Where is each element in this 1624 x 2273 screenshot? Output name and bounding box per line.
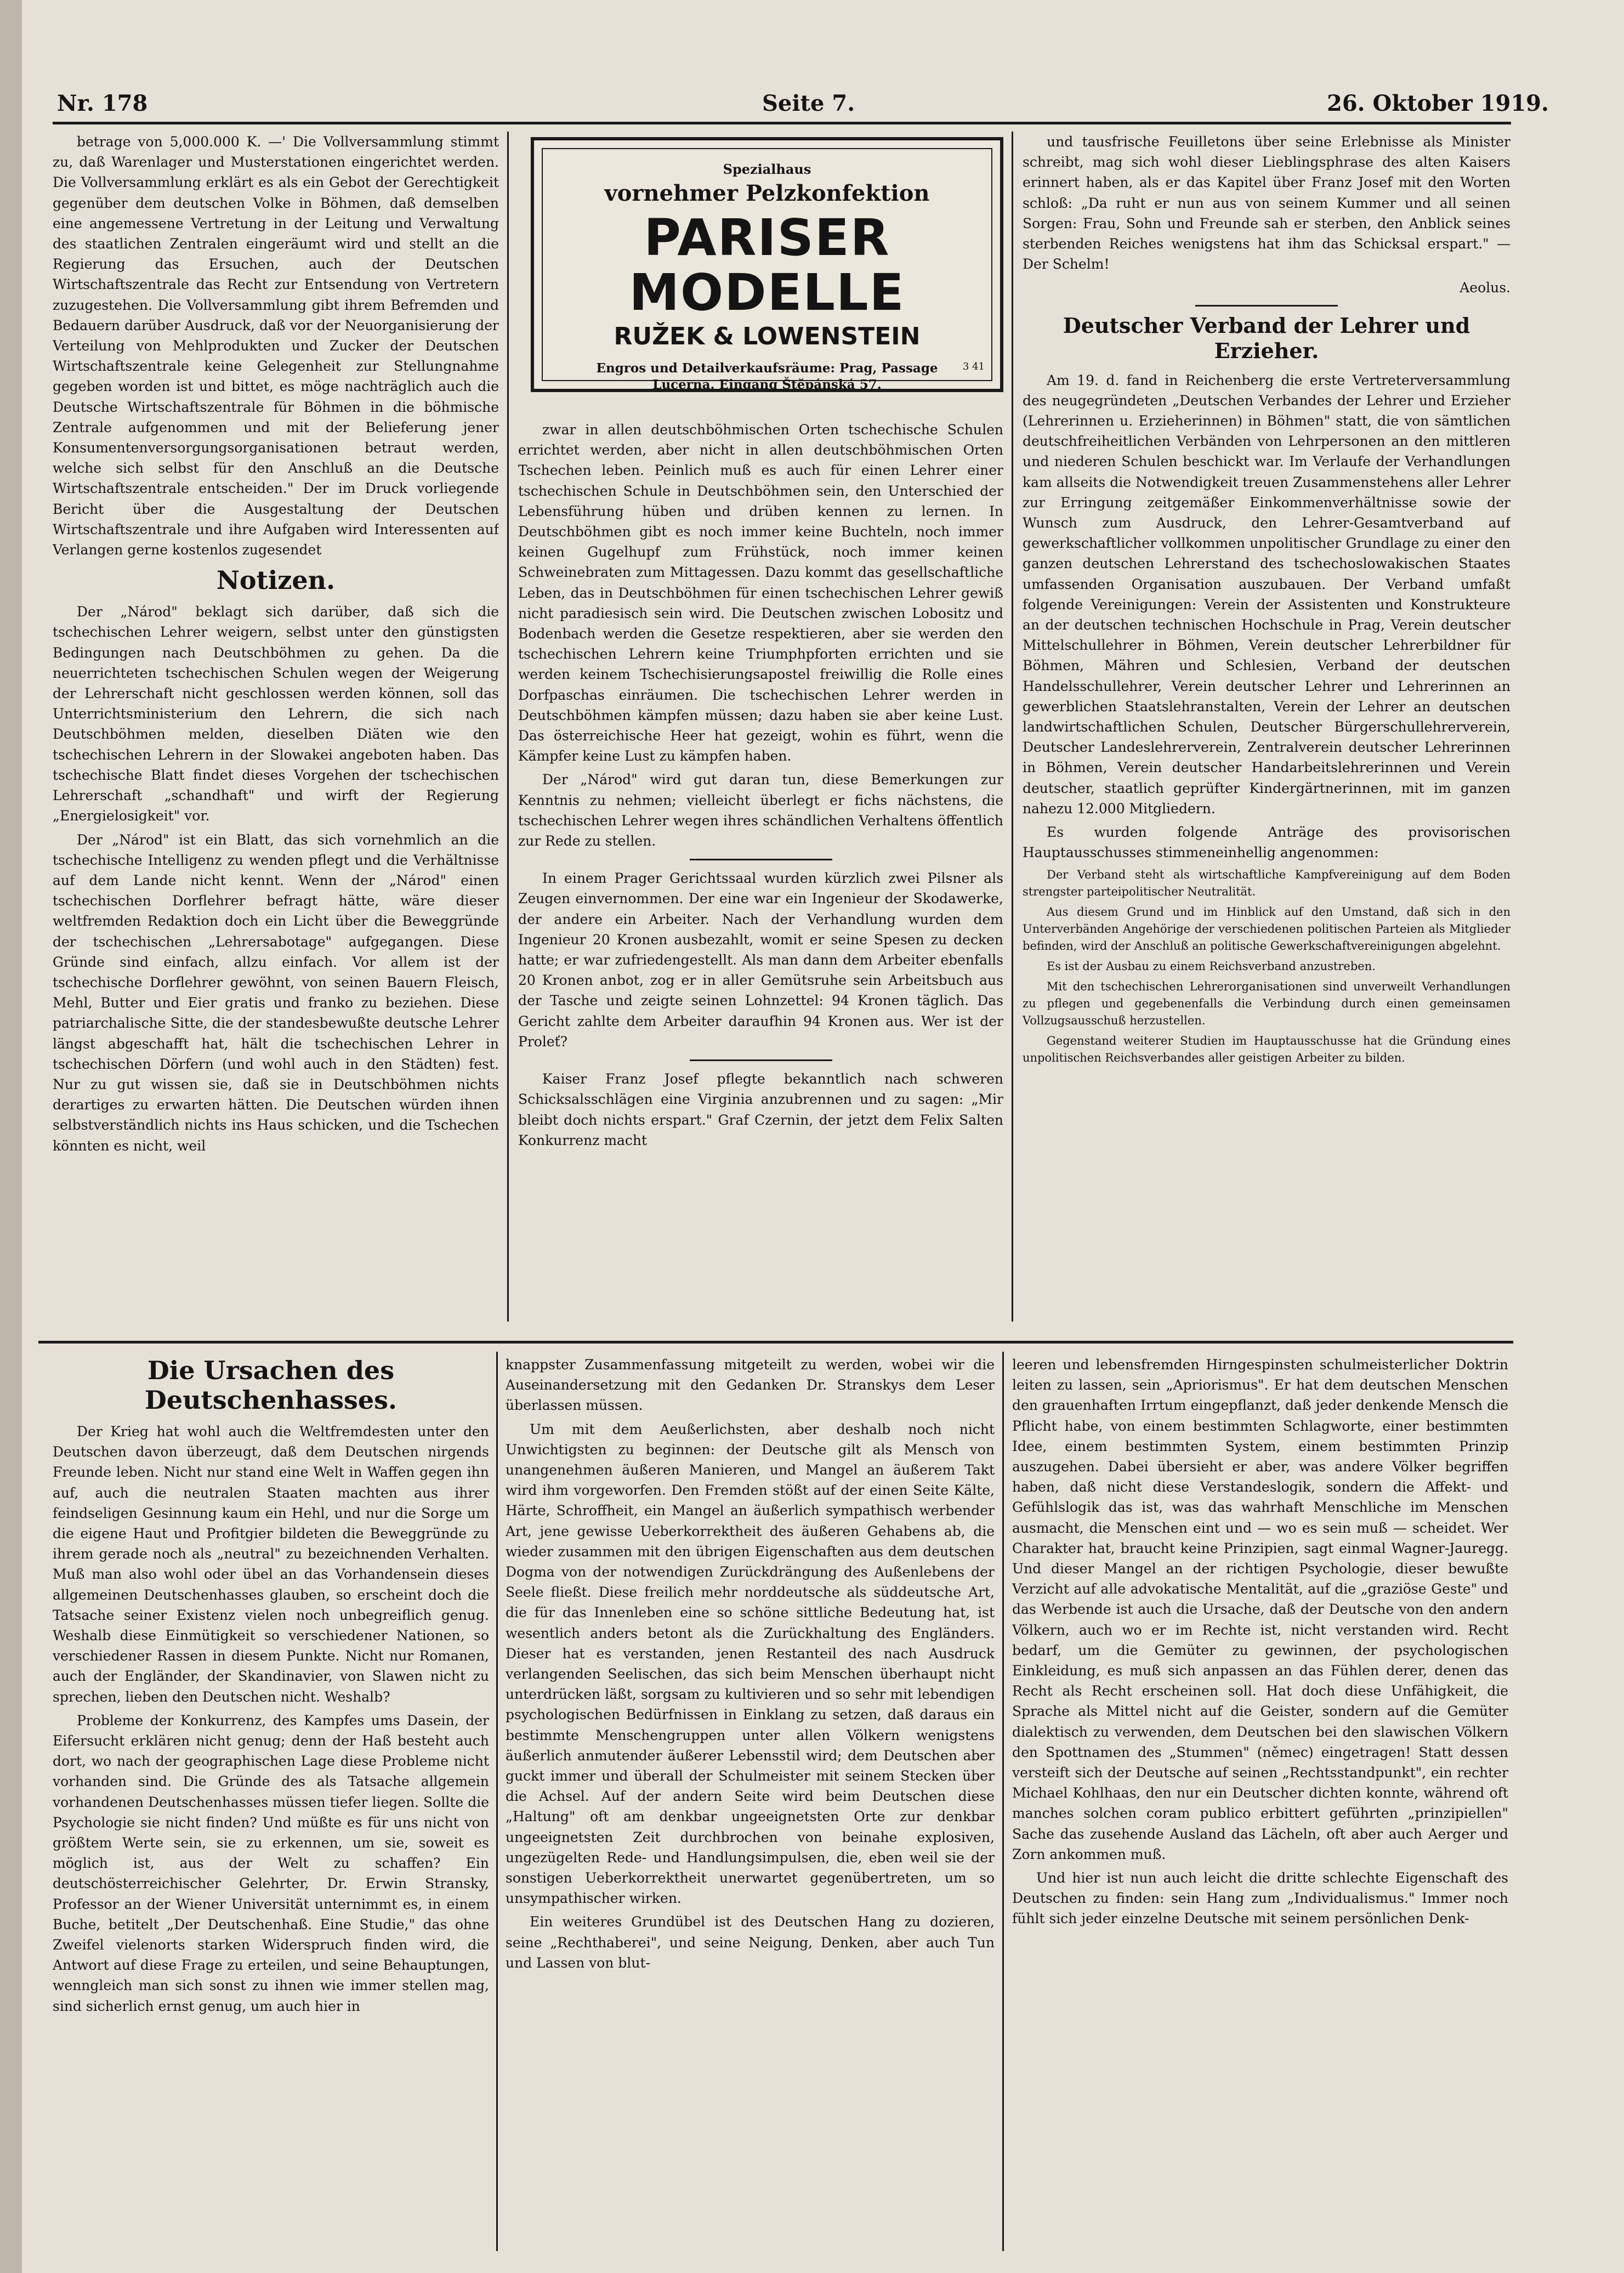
section-divider: [1195, 305, 1338, 307]
resolution-item: Aus diesem Grund und im Hinblick auf den Umstand, daß sich in den Unterverbänden Angehörige der verschiedenen politischen Parteien als Mitglieder befinden, wird der Anschluß an politische Gewerkschaftvereinigungen abgelehnt.: [1023, 905, 1511, 953]
ad-address-line: Lucerna. Eingang Štěpánská 57.: [652, 377, 882, 392]
column-divider: [496, 1352, 498, 2251]
article-paragraph: zwar in allen deutschböhmischen Orten tschechische Schulen errichtet werden, aber nicht in allen deutschböhmischen Orten Tschechen leben. Peinlich muß es auch für einen Lehrer einer tschechischen Schule in Deutschböhmen sein, den Unterschied der Lebensführung hüben und drüben kennen zu lernen. In Deutschböhmen gibt es noch immer keine Buchteln, noch immer keinen Gugelhupf zum Frühstück, noch immer keinen Schweinebraten zum Mittagessen. Dazu kommt das gesellschaftliche Leben, das in Deutschböhmen für einen tschechischen Lehrer gewiß nicht paradiesisch sein wird. Die Deutschen zwischen Lobositz und Bodenbach werden die Gesetze respektieren, aber sie werden den tschechischen Lehrern keine Triumphpforten errichten und sie werden keinem Tschechisierungsapostel freiwillig die Rolle eines Dorfpaschas einräumen. Die tschechischen Lehrer werden in Deutschböhmen kämpfen müssen; dazu haben sie aber keine Lust. Das österreichische Heer hat gezeigt, wohin es führt, wenn die Kämpfer keine Lust zu kämpfen haben.: [518, 422, 1003, 764]
resolution-item: Es ist der Ausbau zu einem Reichsverband anzustreben.: [1047, 959, 1376, 973]
article-paragraph: Und hier ist nun auch leicht die dritte schlechte Eigenschaft des Deutschen zu finden: sein Hang zum „Individualismus." Immer noch fühlt sich jeder einzelne Deutsche mit seinem persönlichen Denk-: [1012, 1870, 1508, 1927]
ursachen-heading: Die Ursachen des Deutschenhasses.: [144, 1356, 398, 1415]
ad-line-pelzkonfektion: vornehmer Pelzkonfektion: [604, 180, 930, 206]
article-paragraph: In einem Prager Gerichtssaal wurden kürzlich zwei Pilsner als Zeugen einvernommen. Der eine war ein Ingenieur der Skodawerke, der andere ein Arbeiter. Nach der Verhandlung wurden dem Ingenieur 20 Kronen ausbezahlt, womit er seine Spesen zu decken hatte; er war zufriedengestellt. Als man dann dem Arbeiter ebenfalls 20 Kronen anbot, zog er in aller Gemütsruhe sein Arbeitsbuch aus der Tasche und zeigte seinen Lohnzettel: 94 Kronen täglich. Das Gericht zahlte dem Arbeiter daraufhin 94 Kronen aus. Wer ist der Proleť?: [518, 870, 1003, 1050]
column-3-top: [1023, 132, 1511, 1322]
issue-number: Nr. 178: [57, 90, 148, 116]
horizontal-divider: [38, 1341, 1513, 1344]
column-1-bottom: [53, 1350, 489, 2255]
article-paragraph: Kaiser Franz Josef pflegte bekanntlich nach schweren Schicksalsschlägen eine Virginia anzubrennen und zu sagen: „Mir bleibt doch nichts erspart." Graf Czernin, der jetzt dem Felix Salten Konkurrenz macht: [518, 1071, 1003, 1148]
resolution-item: Mit den tschechischen Lehrerorganisationen sind unverweilt Verhandlungen zu pflegen und gegebenenfalls die Verbindung durch einen gemeinsamen Vollzugsausschuß herzustellen.: [1023, 979, 1511, 1027]
article-paragraph: leeren und lebensfremden Hirngespinsten schulmeisterlicher Doktrin leiten zu lassen, sein „Apriorismus". Er hat dem deutschen Menschen den grauenhaften Irrtum eingepflanzt, daß jeder denkende Mensch die Pflicht habe, von einem bestimmten Schlagworte, einer bestimmten Idee, einem bestimmten System, einem bestimmten Prinzip auszugehen. Dabei übersieht er aber, was andere Völker begriffen haben, daß nicht diese Verstandeslogik, sondern die Affekt- und Gefühlslogik das ist, was das wahrhaft Menschliche im Menschen ausmacht, die Menschen eint und — wo es sein muß — scheidet. Wer Charakter hat, braucht keine Prinzipien, sagt einmal Wagner-Jauregg. Und dieser Mangel an der richtigen Psychologie, dieser bewußte Verzicht auf alle advokatische Mentalität, auf die „graziöse Geste" und das Werbende ist auch die Ursache, daß der Deutsche von den andern Völkern, auch wo er im Rechte ist, nicht verstanden wird. Recht bedarf, um die Gemüter zu gewinnen, der psychologischen Einkleidung, es muß sich anpassen an das Fühlen derer, denen das Recht als Recht erscheinen soll. Hat doch diese Unfähigkeit, die Sprache als Mittel nicht auf die Geister, sondern auf die Gemüter dialektisch zu verwenden, dem Deutschen bei den slawischen Völkern den Spottnamen des „Stummen" (němec) eingetragen! Statt dessen versteift sich der Deutsche auf seinen „Rechtsstandpunkt", ein rechter Michael Kohlhaas, den nur ein Deutscher dichten konnte, während oft manches solchen coram publico erbittert geführten „prinzipiellen" Sache das zusehende Ausland das Lächeln, oft aber auch Aerger und Zorn ankommen muß.: [1012, 1357, 1508, 1862]
column-2-top: [518, 420, 1003, 1322]
article-paragraph: Ein weiteres Grundübel ist des Deutschen Hang zu dozieren, seine „Rechthaberei", und seine Neigung, Denken, aber auch Tun und Lassen von blut-: [506, 1914, 995, 1971]
ad-line-spezialhaus: Spezialhaus: [723, 161, 811, 177]
section-divider: [690, 859, 832, 860]
article-paragraph: Probleme der Konkurrenz, des Kampfes ums Dasein, der Eifersucht erklären nicht genug; denn der Haß besteht auch dort, wo nach der geographischen Lage diese Probleme nicht vorhanden sind. Die Gründe des als Tatsache allgemein vorhandenen Deutschenhasses müssen tiefer liegen. Sollte die Psychologie sie nicht finden? Und müßte es für uns nicht von größtem Werte sein, sie zu erkennen, um sie, soweit es möglich ist, aus der Welt zu schaffen? Ein deutschösterreichischer Gelehrter, Dr. Erwin Stransky, Professor an der Wiener Universität unternimmt es, in einem Buche, betitelt „Der Deutschenhaß. Eine Studie," das ohne Zweifel vielenorts starken Widerspruch finden wird, die Antwort auf diese Frage zu erteilen, und seine Behauptungen, wenngleich man sich sonst zu ihnen wie immer stellen mag, sind sicherlich ernst genug, um auch hier in: [53, 1712, 489, 2014]
column-divider: [1012, 132, 1013, 1322]
article-paragraph: und tausfrische Feuilletons über seine Erlebnisse als Minister schreibt, mag sich wohl dieser Lieblingsphrase des alten Kaisers erinnert haben, als er das Kapitel über Franz Josef mit den Worten schloß: „Da ruht er nun aus von seinem Kummer und all seinen Sorgen: Frau, Sohn und Freunde sah er sterben, den Anblick seines sterbenden Reiches wenigstens hat ihm das Schicksal erspart." — Der Schelm!: [1023, 134, 1511, 273]
page-number: Seite 7.: [762, 90, 855, 116]
column-1-top: [53, 132, 499, 1322]
ad-address-line: Engros und Detailverkaufsräume: Prag, Passage: [596, 361, 938, 376]
column-divider: [507, 132, 509, 1322]
ad-code: 3 41: [962, 361, 985, 372]
page-edge-shadow: [0, 0, 22, 2273]
notizen-heading: Notizen.: [216, 565, 336, 596]
author-signature: Aeolus.: [1460, 280, 1511, 296]
article-paragraph: Am 19. d. fand in Reichenberg die erste Vertreterversammlung des neugegründeten „Deutschen Verbandes der Lehrer und Erzieher (Lehrerinnen u. Erzieherinnen) in Böhmen" statt, die von sämtlichen deutschfreiheitlichen Verbänden von Lehrpersonen an den mittleren und niederen Schulen beschickt war. Im Verlaufe der Verhandlungen kam allseits die Notwendigkeit treuen Zusammenstehens aller Lehrer zur Erringung zeitgemäßer Einkommenverhältnisse sowie der Wunsch zum Ausdruck, den Lehrer-Gesamtverband auf gewerkschaftlicher vollkommen unpolitischer Grundlage zu einer den ganzen deutschen Lehrerstand des tschechoslowakischen Staates umfassenden Organisation auszubauen. Der Verband umfaßt folgende Vereinigungen: Verein der Assistenten und Konstrukteure an der deutschen technischen Hochschule in Prag, Verein deutscher Mittelschullehrer in Böhmen, Verein deutscher Lehrerbildner für Böhmen, Mähren und Schlesien, Verband der deutschen Handelsschullehrer, Verein deutscher Lehrer und Lehrerinnen an gewerblichen Staatslehranstalten, Verein der Lehrer an deutschen landwirtschaftlichen Schulen, Deutscher Bürgerschullehrerverein, Deutscher Landeslehrerverein, Zentralverein deutscher Lehrerinnen in Böhmen, Verein deutscher Handarbeitslehrerinnen und Verein deutscher, staatlich geprüfter Kindergärtnerinnen, mit im ganzen nahezu 12.000 Mitgliedern.: [1023, 372, 1511, 817]
advertisement-pariser-modelle: [531, 137, 1003, 392]
article-paragraph: Der „Národ" ist ein Blatt, das sich vornehmlich an die tschechische Intelligenz zu wenden pflegt und die Verhältnisse auf dem Lande nicht kennt. Wenn der „Národ" einen tschechischen Dorflehrer befragt hätte, wäre dieser weltfremden Redaktion doch ein Licht über die Beweggründe der tschechischen „Lehrersabotage" aufgegangen. Diese Gründe sind einfach, allzu einfach. Vor allem ist der tschechische Dorflehrer gewöhnt, von seinen Bauern Fleisch, Mehl, Butter und Eier gratis und franko zu beziehen. Diese patriarchalische Sitte, die der standesbewußte deutsche Lehrer längst abgeschafft hat, hält die tschechischen Lehrer in tschechischen Dörfern (und wohl auch in den Städten) fest. Nur zu gut wissen sie, daß sie in Deutschböhmen nichts derartiges zu erwarten hätten. Die Deutschen würden ihnen selbstverständlich nichts ins Haus schicken, und die Tschechen könnten es nicht, weil: [53, 831, 499, 1154]
article-paragraph: betrage von 5,000.000 K. —' Die Vollversammlung stimmt zu, daß Warenlager und Musterstationen eingerichtet werden. Die Vollversammlung erklärt es als ein Gebot der Gerechtigkeit gegenüber dem deutschen Volke in Böhmen, daß demselben eine angemessene Vertretung in der Leitung und Verwaltung des staatlichen Zentralen eingeräumt wird und stellt an die Regierung das Ersuchen, auch der Deutschen Wirtschaftszentrale das Recht zur Entsendung von Vertretern zuzugestehen. Die Vollversammlung gibt ihrem Befremden und Bedauern darüber Ausdruck, daß vor der Neuorganisierung der Verteilung von Mehlprodukten und Zucker der Deutschen Wirtschaftszentrale keine Gelegenheit zur Stellungnahme gegeben worden ist und bittet, es möge nachträglich auch die Deutsche Wirtschaftszentrale für Böhmen in die böhmische Zentrale aufgenommen und mit der Belieferung jener Konsumentenversorgungsorganisationen betraut werden, welche sich selbst für den Anschluß an die Deutsche Wirtschaftszentrale entscheiden." Der im Druck vorliegende Bericht über die Ausgestaltung der Deutschen Wirtschaftszentrale und ihre Aufgaben wird Interessenten auf Verlangen gerne kostenlos zugesendet: [53, 134, 499, 558]
article-paragraph: Der „Národ" beklagt sich darüber, daß sich die tschechischen Lehrer weigern, selbst unter den günstigsten Bedingungen nach Deutschböhmen zu gehen. Da die neuerrichteten tschechischen Schulen wegen der Weigerung der Lehrerschaft nicht geschlossen werden können, soll das Unterrichtsministerium den Lehrern, die sich nach Deutschböhmen melden, dieselben Diäten wie den tschechischen Lehrern in der Slowakei angeboten haben. Das tschechische Blatt findet dieses Vorgehen der tschechischen Lehrerschaft „schandhaft" und wirft der Regierung „Energielosigkeit" vor.: [53, 604, 499, 824]
verband-heading: Deutscher Verband der Lehrer und Erzieher.: [1063, 313, 1470, 363]
header-rule: [53, 122, 1511, 124]
article-paragraph: Um mit dem Aeußerlichsten, aber deshalb noch nicht Unwichtigsten zu beginnen: der Deutsche gilt als Mensch von unangenehmen äußeren Manieren, und Mangel an äußerem Takt wird ihm vorgeworfen. Den Fremden stößt auf der einen Seite Kälte, Härte, Schroffheit, ein Mangel an äußerlich sympathisch werbender Art, jene gewisse Ueberkorrektheit des äußeren Gehabens ab, die wieder zusammen mit den übrigen Eigenschaften aus dem deutschen Dogma von der notwendigen Zurückdrängung des Außenlebens der Seele fließt. Diese freilich mehr norddeutsche als süddeutsche Art, die für das Innenleben eine so schöne sittliche Bedeutung hat, ist wesentlich anders betont als die Zurückhaltung des Engländers. Dieser hat es verstanden, jenen Restanteil des nach Ausdruck verlangenden Seelischen, das sich beim Menschen überhaupt nicht unterdrücken läßt, sorgsam zu kultivieren und so sehr mit lebendigen psychologischen Bedürfnissen in Einklang zu setzen, daß daraus ein bestimmte Menschengruppen unter allen Völkern wenigstens äußerlich anmutender äußerer Lebensstil wird; dem Deutschen aber guckt immer und überall der Schulmeister mit seinem Stecken über die Achsel. Auf der andern Seite wird beim Deutschen diese „Haltung" oft am denkbar ungeeignetsten Orte zur denkbar ungeeignetsten Zeit durchbrochen von beinahe explosiven, ungezügelten Rede- und Handlungsimpulsen, die, eben weil sie der sonstigen Ueberkorrektheit unerwartet gegenübertreten, um so unsympathischer wirken.: [506, 1421, 995, 1907]
ad-brand-title: PARISER MODELLE: [629, 208, 905, 322]
section-divider: [690, 1059, 832, 1061]
article-paragraph: Es wurden folgende Anträge des provisorischen Hauptausschusses stimmeneinhellig angenommen:: [1023, 824, 1511, 861]
issue-date: 26. Oktober 1919.: [1327, 90, 1549, 116]
article-paragraph: knappster Zusammenfassung mitgeteilt zu werden, wobei wir die Auseinandersetzung mit den Gedanken Dr. Stranskys dem Leser überlassen müssen.: [506, 1357, 995, 1414]
article-paragraph: Der „Národ" wird gut daran tun, diese Bemerkungen zur Kenntnis zu nehmen; vielleicht überlegt er fichs nächstens, die tschechischen Lehrer wegen ihres schändlichen Verhaltens öffentlich zur Rede zu stellen.: [518, 772, 1003, 849]
column-3-bottom: [1012, 1354, 1508, 2257]
column-divider: [1002, 1352, 1004, 2251]
resolution-item: Der Verband steht als wirtschaftliche Kampfvereinigung auf dem Boden strengster parteipolitischer Neutralität.: [1023, 868, 1511, 898]
column-2-bottom: [506, 1354, 995, 2257]
resolution-item: Gegenstand weiterer Studien im Hauptausschusse hat die Gründung eines unpolitischen Reichsverbandes aller geistigen Arbeiter zu bilden.: [1023, 1034, 1511, 1064]
article-paragraph: Der Krieg hat wohl auch die Weltfremdesten unter den Deutschen davon überzeugt, daß dem Deutschen nirgends Freunde leben. Nicht nur stand eine Welt in Waffen gegen ihn auf, auch die neutralen Staaten machten aus ihrer feindseligen Gesinnung kaum ein Hehl, und nur die Sorge um die eigene Haut und Profitgier bildeten die Beweggründe zu ihrem gerade noch als „neutral" zu bezeichnenden Verhalten. Muß man also wohl oder übel an das Vorhandensein dieses allgemeinen Deutschenhasses glauben, so erscheint doch die Tatsache seiner Existenz vielen noch unbegreiflich genug. Weshalb diese Einmütigkeit so verschiedener Nationen, so verschiedener Rassen in diesem Punkte. Nicht nur Romanen, auch der Engländer, der Skandinavier, von Slawen nicht zu sprechen, lieben den Deutschen nicht. Weshalb?: [53, 1424, 489, 1705]
ad-company-name: RUŽEK & LOWENSTEIN: [614, 322, 921, 350]
